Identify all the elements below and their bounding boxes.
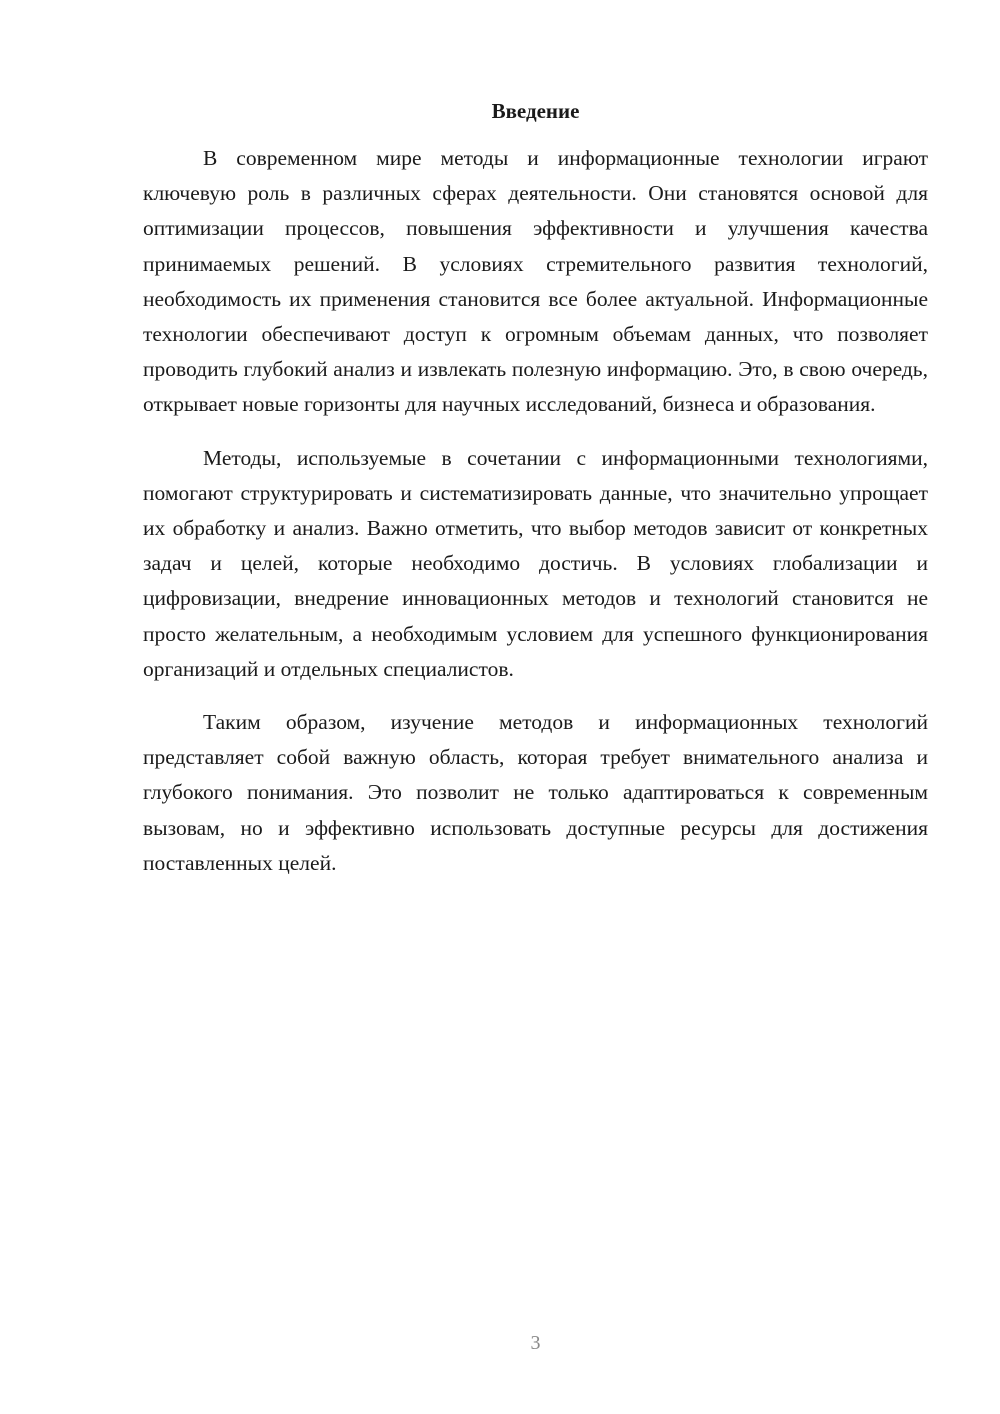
section-heading: Введение (491, 99, 580, 123)
paragraph-2: Методы, используемые в сочетании с информационными технологиями, помогают структурировать и систематизировать данные, что значительно упрощает их обработку и анализ. Важно отметить, что выбор методов зависит от конкретных задач и целей, которые необходимо достичь. В условиях глобализации и цифровизации, внедрение инновационных методов и технологий становится не просто желательным, а необходимым условием для успешного функционирования организаций и отдельных специалистов. (143, 445, 928, 681)
paragraph-1: В современном мире методы и информационные технологии играют ключевую роль в различных сферах деятельности. Они становятся основой для оптимизации процессов, повышения эффективности и улучшения качества принимаемых решений. В условиях стремительного развития технологий, необходимость их применения становится все более актуальной. Информационные технологии обеспечивают доступ к огромным объемам данных, что позволяет проводить глубокий анализ и извлекать полезную информацию. Это, в свою очередь, открывает новые горизонты для научных исследований, бизнеса и образования. (143, 146, 928, 417)
body-text (143, 141, 928, 899)
page-number: 3 (530, 1332, 541, 1354)
paragraph-3: Таким образом, изучение методов и информационных технологий представляет собой важную область, которая требует внимательного анализа и глубокого понимания. Это позволит не только адаптироваться к современным вызовам, но и эффективно использовать доступные ресурсы для достижения поставленных целей. (143, 710, 928, 875)
